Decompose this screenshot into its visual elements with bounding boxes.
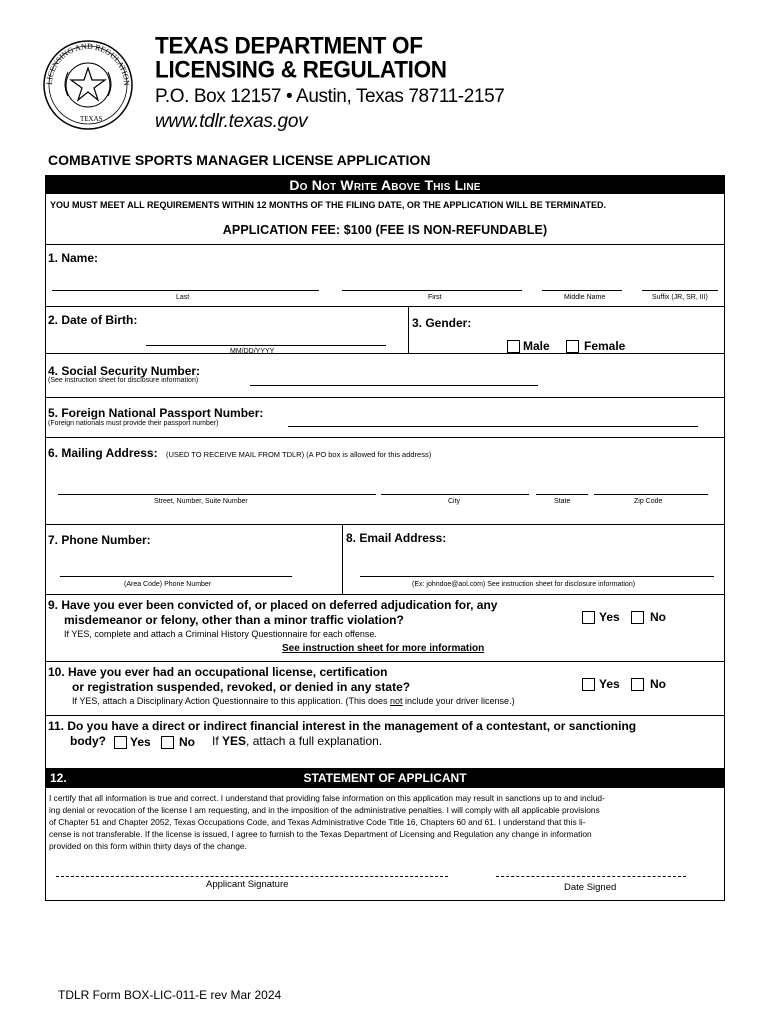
q11-yes-label: Yes: [130, 735, 151, 749]
statement-line: ing denial or revocation of the license I am requesting, and in the imposition of the administrative penalties. I will comply with all applicable provisions: [49, 805, 600, 815]
male-label: Male: [523, 339, 550, 353]
q9-no-checkbox[interactable]: [631, 611, 644, 624]
question-11-section: [46, 716, 724, 768]
tdlr-seal-logo: [38, 38, 138, 133]
passport-section: [46, 398, 724, 438]
last-name-caption: Last: [176, 294, 190, 301]
statement-line: of Chapter 51 and Chapter 2052, Texas Occupations Code, and Texas Administrative Code Title 16, Chapters 60 and 61. I understand that this li-: [49, 817, 586, 827]
svg-text:LICENSING AND REGULATION: LICENSING AND REGULATION: [44, 41, 132, 87]
requirement-notice: YOU MUST MEET ALL REQUIREMENTS WITHIN 12 MONTHS OF THE FILING DATE, OR THE APPLICATION WILL BE TERMINATED.: [50, 200, 606, 210]
statement-header: [46, 768, 724, 788]
form-title: COMBATIVE SPORTS MANAGER LICENSE APPLICATION: [48, 152, 431, 168]
ssn-label: 4. Social Security Number:: [48, 364, 201, 378]
first-name-caption: First: [428, 294, 442, 301]
ssn-note: (See instruction sheet for disclosure information): [48, 377, 199, 384]
statement-line: cense is not transferable. If the license is issued, I agree to furnish to the Texas Department of Licensing and Regulation any change in information: [49, 829, 592, 839]
q10-no-checkbox[interactable]: [631, 678, 644, 691]
street-caption: Street, Number, Suite Number: [154, 498, 248, 505]
dob-label: 2. Date of Birth:: [48, 313, 138, 327]
email-field[interactable]: [360, 576, 714, 577]
agency-name-line2: LICENSING & REGULATION: [155, 56, 447, 83]
q10-text-line1: 10. Have you ever had an occupational license, certification: [48, 665, 388, 679]
q11-text-line1: 11. Do you have a direct or indirect financial interest in the management of a contestant, or sanctioning: [48, 719, 637, 733]
zip-field[interactable]: [594, 494, 708, 495]
male-checkbox[interactable]: [507, 340, 520, 353]
dob-hint: MM/DD/YYYY: [230, 348, 275, 355]
divider: [408, 307, 409, 354]
q11-body: body?: [70, 734, 106, 748]
state-caption: State: [554, 498, 571, 505]
q11-if: If: [212, 734, 219, 748]
statement-line: I certify that all information is true and correct. I understand that providing false information on this application may result in sanctions up to and includ-: [49, 793, 605, 803]
application-form: [45, 175, 725, 901]
q11-if-yes: YES: [222, 734, 247, 748]
first-name-field[interactable]: [342, 290, 522, 291]
q11-no-label: No: [179, 735, 195, 749]
q9-no-label: No: [650, 610, 666, 624]
q10-note-b: include your driver license.): [402, 696, 515, 706]
ssn-section: [46, 354, 724, 398]
mailing-label: 6. Mailing Address:: [48, 446, 158, 460]
date-signed-caption: Date Signed: [564, 882, 617, 893]
q9-note: If YES, complete and attach a Criminal History Questionnaire for each offense.: [64, 629, 377, 639]
form-footer: TDLR Form BOX-LIC-011-E rev Mar 2024: [58, 988, 282, 1002]
agency-address: P.O. Box 12157 • Austin, Texas 78711-2157: [155, 86, 505, 107]
application-fee: APPLICATION FEE: $100 (FEE IS NON-REFUNDABLE): [222, 223, 548, 237]
middle-name-caption: Middle Name: [564, 294, 606, 301]
city-field[interactable]: [381, 494, 529, 495]
signature-caption: Applicant Signature: [206, 879, 289, 890]
q11-no-checkbox[interactable]: [161, 736, 174, 749]
email-label: 8. Email Address:: [346, 531, 447, 545]
agency-name-line1: TEXAS DEPARTMENT OF: [155, 32, 423, 59]
female-label: Female: [584, 339, 626, 353]
q10-yes-label: Yes: [599, 677, 620, 691]
phone-label: 7. Phone Number:: [48, 533, 151, 547]
passport-note: (Foreign nationals must provide their passport number): [48, 420, 219, 427]
svg-text:TEXAS: TEXAS: [80, 115, 103, 123]
mailing-note: (USED TO RECEIVE MAIL FROM TDLR) (A PO box is allowed for this address): [166, 450, 432, 459]
state-field[interactable]: [536, 494, 588, 495]
q9-yes-label: Yes: [599, 610, 620, 624]
requirements-section: [46, 194, 724, 245]
city-caption: City: [448, 498, 461, 505]
mailing-section: [46, 438, 724, 525]
agency-header: [155, 34, 504, 134]
question-10-section: [46, 662, 724, 716]
question-9-section: [46, 595, 724, 662]
zip-caption: Zip Code: [634, 498, 663, 505]
email-hint: (Ex: johndoe@aol.com) See instruction sheet for disclosure information): [412, 581, 636, 588]
q10-note-a: If YES, attach a Disciplinary Action Questionnaire to this application. (This does: [72, 696, 390, 706]
suffix-caption: Suffix (JR, SR, III): [652, 294, 708, 301]
q11-tail: , attach a full explanation.: [246, 734, 383, 748]
street-field[interactable]: [58, 494, 376, 495]
name-section: [46, 245, 724, 307]
dob-field[interactable]: [146, 345, 386, 346]
passport-field[interactable]: [288, 426, 698, 427]
q10-note: [72, 696, 515, 706]
q9-text-line1: 9. Have you ever been convicted of, or placed on deferred adjudication for, any: [48, 598, 498, 612]
divider: [342, 525, 343, 595]
q11-yes-checkbox[interactable]: [114, 736, 127, 749]
q10-text-line2: or registration suspended, revoked, or denied in any state?: [72, 680, 411, 694]
ssn-field[interactable]: [250, 385, 538, 386]
do-not-write-banner: Do Not Write Above This Line: [46, 176, 724, 194]
statement-text: [49, 792, 723, 852]
phone-hint: (Area Code) Phone Number: [124, 581, 212, 588]
gender-label: 3. Gender:: [412, 316, 472, 330]
statement-number: 12.: [50, 771, 67, 785]
instruction-sheet-link[interactable]: See instruction sheet for more information: [282, 643, 485, 654]
date-signed-field[interactable]: [496, 876, 686, 877]
q10-no-label: No: [650, 677, 666, 691]
q10-yes-checkbox[interactable]: [582, 678, 595, 691]
dob-gender-section: [46, 307, 724, 354]
phone-field[interactable]: [60, 576, 292, 577]
middle-name-field[interactable]: [542, 290, 622, 291]
signature-field[interactable]: [56, 876, 448, 877]
name-label: 1. Name:: [48, 251, 99, 265]
statement-line: provided on this form within thirty days of the change.: [49, 841, 247, 851]
last-name-field[interactable]: [52, 290, 319, 291]
statement-title: STATEMENT OF APPLICANT: [303, 771, 467, 785]
suffix-field[interactable]: [642, 290, 718, 291]
phone-email-section: [46, 525, 724, 595]
q9-yes-checkbox[interactable]: [582, 611, 595, 624]
female-checkbox[interactable]: [566, 340, 579, 353]
passport-label: 5. Foreign National Passport Number:: [48, 406, 264, 420]
agency-website: www.tdlr.texas.gov: [155, 111, 308, 132]
q11-instruction: [212, 734, 382, 748]
q9-text-line2: misdemeanor or felony, other than a minor traffic violation?: [64, 613, 404, 627]
q10-note-not: not: [390, 696, 403, 706]
